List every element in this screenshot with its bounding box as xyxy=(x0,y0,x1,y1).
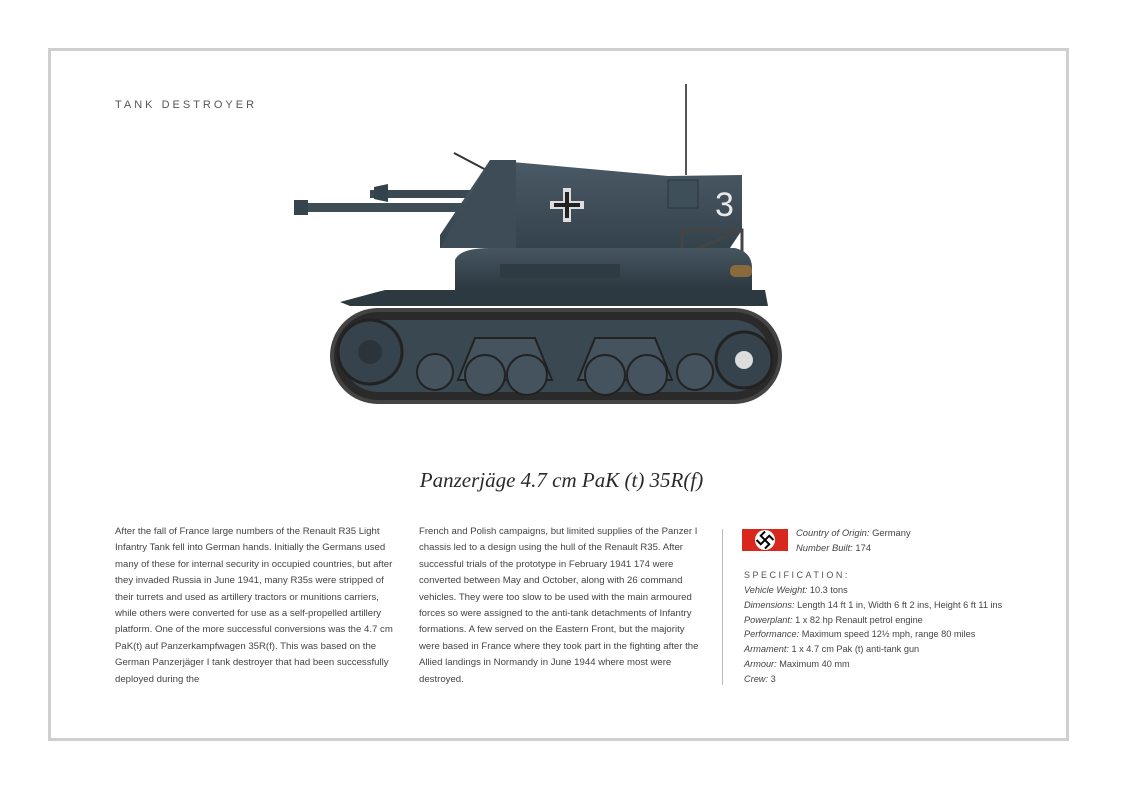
spec-armour: Armour: Maximum 40 mm xyxy=(744,658,850,669)
origin-info xyxy=(796,525,911,555)
spec-performance: Performance: Maximum speed 12½ mph, range 80 miles xyxy=(744,629,976,640)
vehicle-number: 3 xyxy=(715,186,734,224)
spec-armament: Armament: 1 x 4.7 cm Pak (t) anti-tank gun xyxy=(744,644,920,655)
column-divider xyxy=(722,529,723,685)
origin-country-label: Country of Origin: xyxy=(796,527,870,538)
number-built-label: Number Built: xyxy=(796,542,853,553)
description-column-2: French and Polish campaigns, but limited supplies of the Panzer I chassis led to a design using the hull of the Renault R35. After successful trials of the prototype in February 1941 174 were converted between May and October, along with 26 command vehicles. They were too slow to be used with the main armoured forces so were assigned to the anti-tank detachments of Infantry formations. A few served on the Eastern Front, but the majority were based in France where they took part in the fighting after the Allied landings in Normandy in June 1944 where most were destroyed. xyxy=(419,526,699,685)
national-flag-icon xyxy=(742,529,788,551)
spec-crew: Crew: 3 xyxy=(744,673,776,684)
spec-powerplant: Powerplant: 1 x 82 hp Renault petrol engine xyxy=(744,614,923,625)
category-label: TANK DESTROYER xyxy=(115,99,258,111)
specification-heading: SPECIFICATION: xyxy=(744,570,850,580)
description-column-1: After the fall of France large numbers of the Renault R35 Light Infantry Tank fell into German hands. Initially the Germans used many of these for internal security in occupied countries, but after they invaded Russia in June 1941, many R35s were stripped of their turrets and used as artillery tractors or munitions carriers, while others were converted for use as a self-propelled artillery platform. One of the more successful conversions was the 4.7 cm PaK(t) auf Panzerkampfwagen 35R(f). This was based on the German Panzerjäger I tank destroyer that had been successfully deployed during the xyxy=(115,526,393,685)
spec-dimensions: Dimensions: Length 14 ft 1 in, Width 6 ft 2 ins, Height 6 ft 11 ins xyxy=(744,599,1003,610)
tank-destroyer-illustration xyxy=(290,80,790,410)
spec-weight: Vehicle Weight: 10.3 tons xyxy=(744,585,848,595)
origin-country-value: Germany xyxy=(872,527,911,538)
specification-list xyxy=(744,583,1002,687)
vehicle-title: Panzerjäge 4.7 cm PaK (t) 35R(f) xyxy=(419,468,704,492)
number-built-value: 174 xyxy=(855,542,872,553)
